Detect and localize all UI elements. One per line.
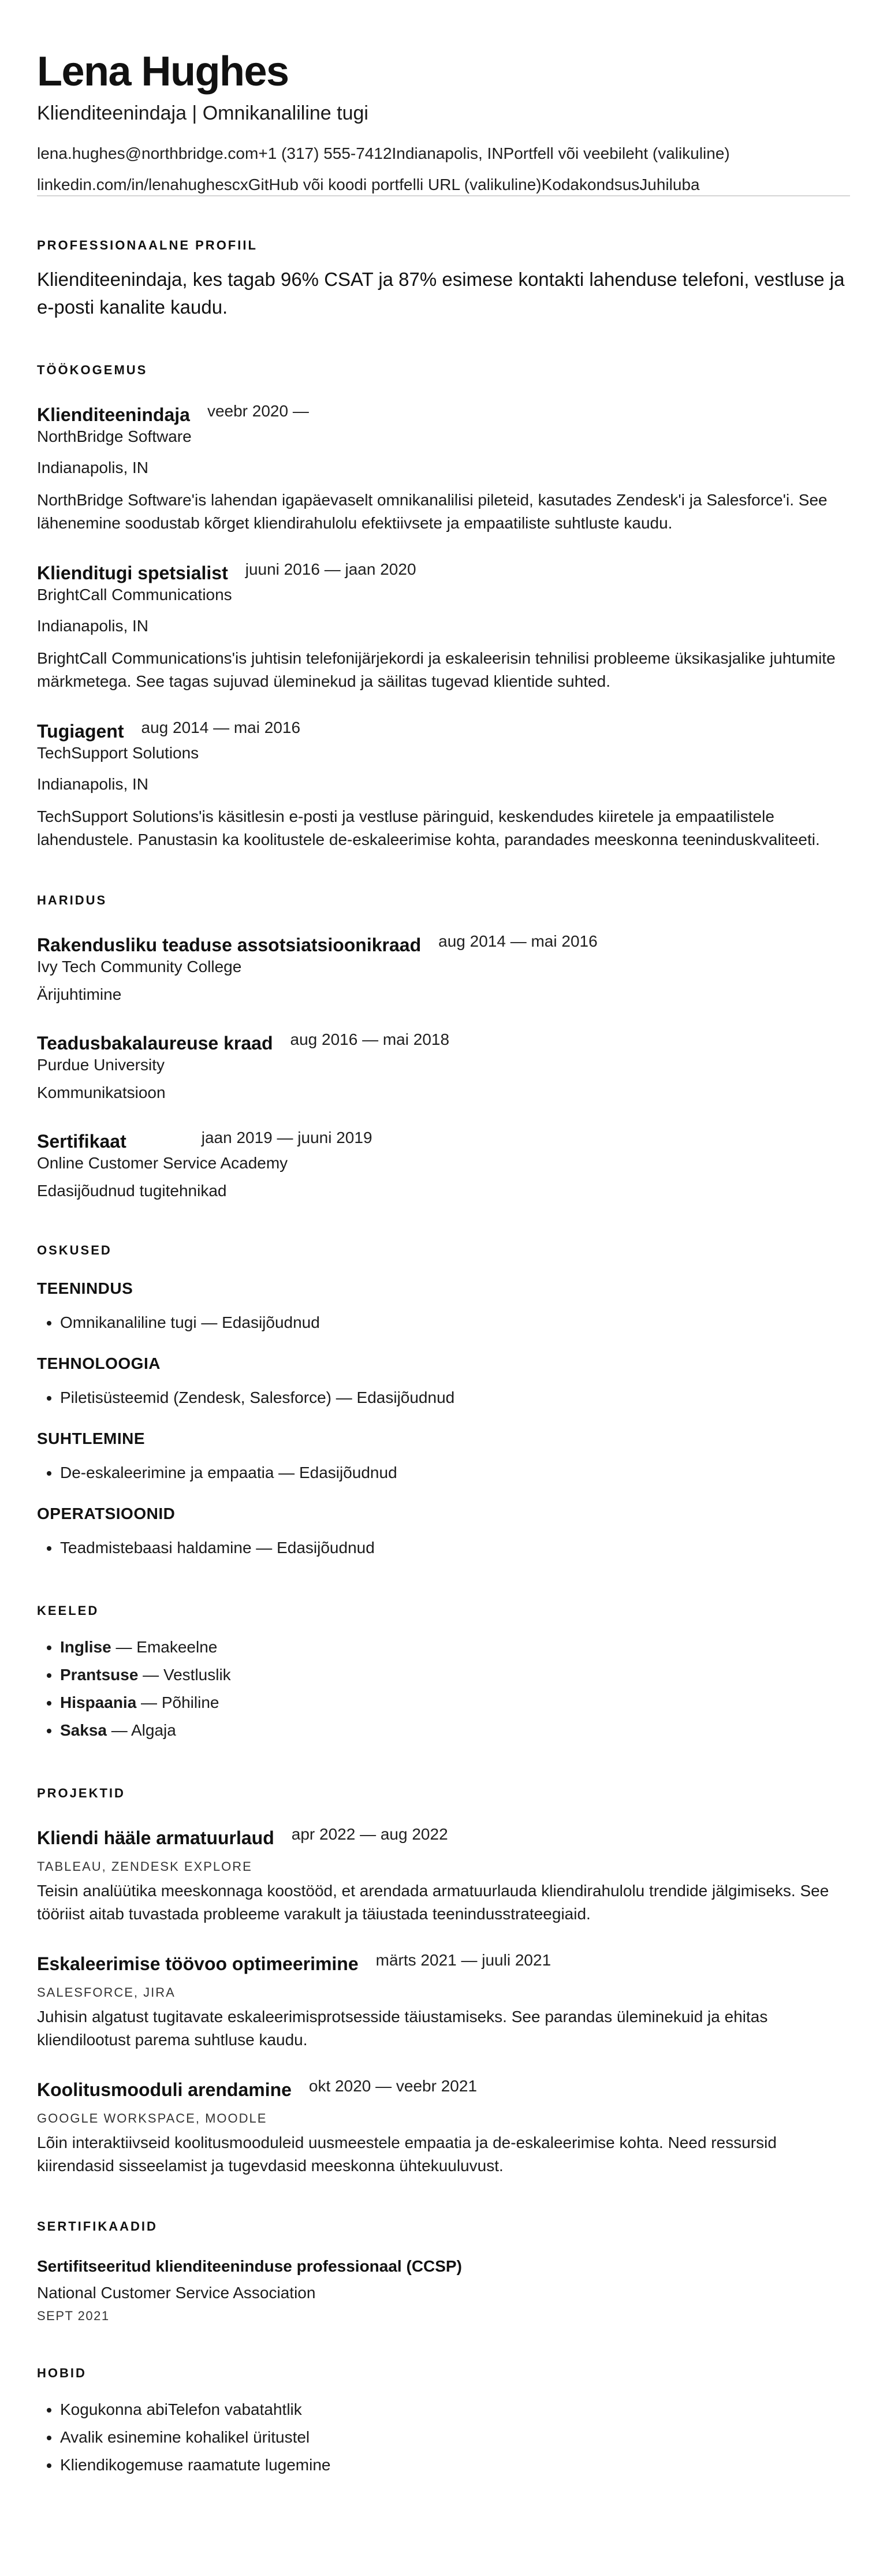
skill-list [37,1384,850,1412]
resume-header [37,49,850,196]
contact-row-primary [37,144,850,163]
resume [37,49,850,2479]
hobby-list [37,2396,850,2479]
contact-row-secondary [37,176,850,194]
project-tech: GOOGLE WORKSPACE, MOODLE [37,2111,267,2125]
experience-section [37,363,850,851]
header-divider [37,195,850,196]
skill-category: OPERATSIOONID [37,1505,176,1522]
job-location: Indianapolis, IN [37,617,149,635]
project-dates: apr 2022 — aug 2022 [291,1825,448,1843]
skill-item: • Piletisüsteemid (Zendesk, Salesforce) — Edasijõudnud [60,1384,850,1412]
job-description: TechSupport Solutions'is käsitlesin e-posti ja vestluse päringuid, keskendudes kiiretele ja empaatilistele lahendustele. Panustasin ka koolitustele de-eskaleerimise kohta, parandades meeskonna teeninduskvaliteeti. [37,807,820,848]
language-level: — Algaja [106,1721,176,1739]
skill-list [37,1459,850,1487]
degree-title: Sertifikaat [37,1131,126,1152]
school-name: Online Customer Service Academy [37,1154,288,1172]
degree-dates: aug 2016 — mai 2018 [290,1030,450,1048]
job-dates: veebr 2020 — [207,402,309,420]
contact-location: Indianapolis, IN [392,144,504,162]
job-company: NorthBridge Software [37,427,192,445]
job-title: Klienditeenindaja [37,404,190,425]
job-company: TechSupport Solutions [37,744,199,762]
project-entry [37,1952,850,2052]
contact-drivers-license: Juhiluba [639,176,700,193]
skill-category: SUHTLEMINE [37,1430,145,1447]
study-field: Ärijuhtimine [37,985,122,1003]
job-location: Indianapolis, IN [37,459,149,477]
language-name: Inglise [60,1638,111,1656]
section-title-skills: OSKUSED [37,1243,112,1257]
hobby-item: • Kogukonna abiTelefon vabatahtlik [60,2396,850,2424]
degree-dates: jaan 2019 — juuni 2019 [201,1129,372,1146]
contact-email[interactable]: lena.hughes@northbridge.com [37,144,259,162]
language-level: — Põhiline [136,1693,219,1711]
language-level: — Vestluslik [138,1666,231,1684]
education-entry [37,1032,850,1103]
language-item [60,1717,850,1744]
skill-list [37,1309,850,1337]
experience-entry [37,720,850,851]
school-name: Purdue University [37,1056,165,1074]
job-title: Klienditugi spetsialist [37,563,228,583]
hobbies-section [37,2366,850,2479]
profile-section [37,238,850,321]
section-title-projects: PROJEKTID [37,1786,125,1800]
study-field: Edasijõudnud tugitehnikad [37,1182,227,1200]
language-item [60,1689,850,1717]
project-dates: okt 2020 — veebr 2021 [308,2077,478,2095]
project-entry [37,2078,850,2177]
project-name: Kliendi hääle armatuurlaud [37,1827,274,1848]
contact-github[interactable]: GitHub või koodi portfelli URL (valikuline) [248,176,542,193]
project-description: Juhisin algatust tugitavate eskaleerimisprotsesside täiustamiseks. See parandas üleminekuid ja ehitas kliendilootust parema suhtluse kaudu. [37,2008,768,2049]
section-title-hobbies: HOBID [37,2366,87,2380]
project-tech: TABLEAU, ZENDESK EXPLORE [37,1859,252,1874]
language-level: — Emakeelne [111,1638,218,1656]
skill-category: TEHNOLOOGIA [37,1354,161,1372]
section-title-certifications: SERTIFIKAADID [37,2219,158,2233]
project-entry [37,1826,850,1926]
certification-issuer: National Customer Service Association [37,2284,316,2302]
study-field: Kommunikatsioon [37,1084,166,1101]
experience-entry [37,403,850,535]
candidate-headline: Klienditeenindaja | Omnikanaliline tugi [37,102,368,124]
certifications-section [37,2219,850,2324]
certification-name: Sertifitseeritud klienditeeninduse professionaal (CCSP) [37,2257,462,2275]
project-description: Lõin interaktiivseid koolitusmooduleid uusmeestele empaatia ja de-eskaleerimise kohta. Need ressursid kiirendasid sisseelamist ja tugevdasid meeskonna ühtekuuluvust. [37,2134,777,2175]
project-dates: märts 2021 — juuli 2021 [375,1951,551,1969]
contact-portfolio[interactable]: Portfell või veebileht (valikuline) [503,144,730,162]
degree-title: Rakendusliku teaduse assotsiatsioonikraad [37,935,422,955]
certification-date: SEPT 2021 [37,2309,110,2323]
contact-phone[interactable]: +1 (317) 555-7412 [258,144,392,162]
section-title-experience: TÖÖKOGEMUS [37,363,148,377]
skill-list [37,1534,850,1562]
language-name: Prantsuse [60,1666,139,1684]
skills-section [37,1243,850,1562]
skill-item: • Teadmistebaasi haldamine — Edasijõudnud [60,1534,850,1562]
section-title-languages: KEELED [37,1603,99,1618]
project-name: Koolitusmooduli arendamine [37,2079,292,2100]
school-name: Ivy Tech Community College [37,958,242,976]
job-dates: juuni 2016 — jaan 2020 [245,560,416,578]
project-description: Teisin analüütika meeskonnaga koostööd, et arendada armatuurlauda kliendirahulolu trendide jälgimiseks. See tööriist aitab tuvastada probleeme varakult ja täiustada teenindusstrateegiaid. [37,1882,829,1923]
project-name: Eskaleerimise töövoo optimeerimine [37,1953,359,1974]
job-title: Tugiagent [37,721,124,742]
candidate-name: Lena Hughes [37,49,289,95]
section-title-profile: PROFESSIONAALNE PROFIIL [37,238,258,252]
job-description: NorthBridge Software'is lahendan igapäevaselt omnikanalilisi pileteid, kasutades Zendesk'i ja Salesforce'i. See lähenemine soodustab kõrget kliendirahulolu efektiivsete ja empaatiliste suhtluste kaudu. [37,491,828,532]
degree-dates: aug 2014 — mai 2016 [438,932,598,950]
languages-section [37,1603,850,1744]
job-location: Indianapolis, IN [37,775,149,793]
language-name: Saksa [60,1721,107,1739]
contact-citizenship: Kodakondsus [541,176,640,193]
section-title-education: HARIDUS [37,893,107,907]
language-item [60,1633,850,1661]
hobby-item: • Kliendikogemuse raamatute lugemine [60,2451,850,2479]
education-entry [37,933,850,1005]
project-tech: SALESFORCE, JIRA [37,1985,176,2000]
projects-section [37,1786,850,2177]
education-section [37,893,850,1201]
profile-summary: Klienditeenindaja, kes tagab 96% CSAT ja 87% esimese kontakti lahenduse telefoni, vestluse ja e-posti kanalite kaudu. [37,269,845,318]
education-entry [37,1130,850,1201]
experience-entry [37,561,850,693]
language-name: Hispaania [60,1693,137,1711]
skill-category: TEENINDUS [37,1279,133,1297]
contact-linkedin[interactable]: linkedin.com/in/lenahughescx [37,176,248,193]
degree-title: Teadusbakalaureuse kraad [37,1033,273,1054]
job-dates: aug 2014 — mai 2016 [141,719,301,736]
job-description: BrightCall Communications'is juhtisin telefonijärjekordi ja eskaleerisin tehnilisi probleeme üksikasjalike juhtumite märkmetega. See tagas sujuvad üleminekud ja säilitas tugevad klientide suhted. [37,649,836,690]
skill-item: • Omnikanaliline tugi — Edasijõudnud [60,1309,850,1337]
language-list [37,1633,850,1744]
job-company: BrightCall Communications [37,586,232,604]
language-item [60,1661,850,1689]
skill-item: • De-eskaleerimine ja empaatia — Edasijõudnud [60,1459,850,1487]
hobby-item: • Avalik esinemine kohalikel üritustel [60,2424,850,2451]
